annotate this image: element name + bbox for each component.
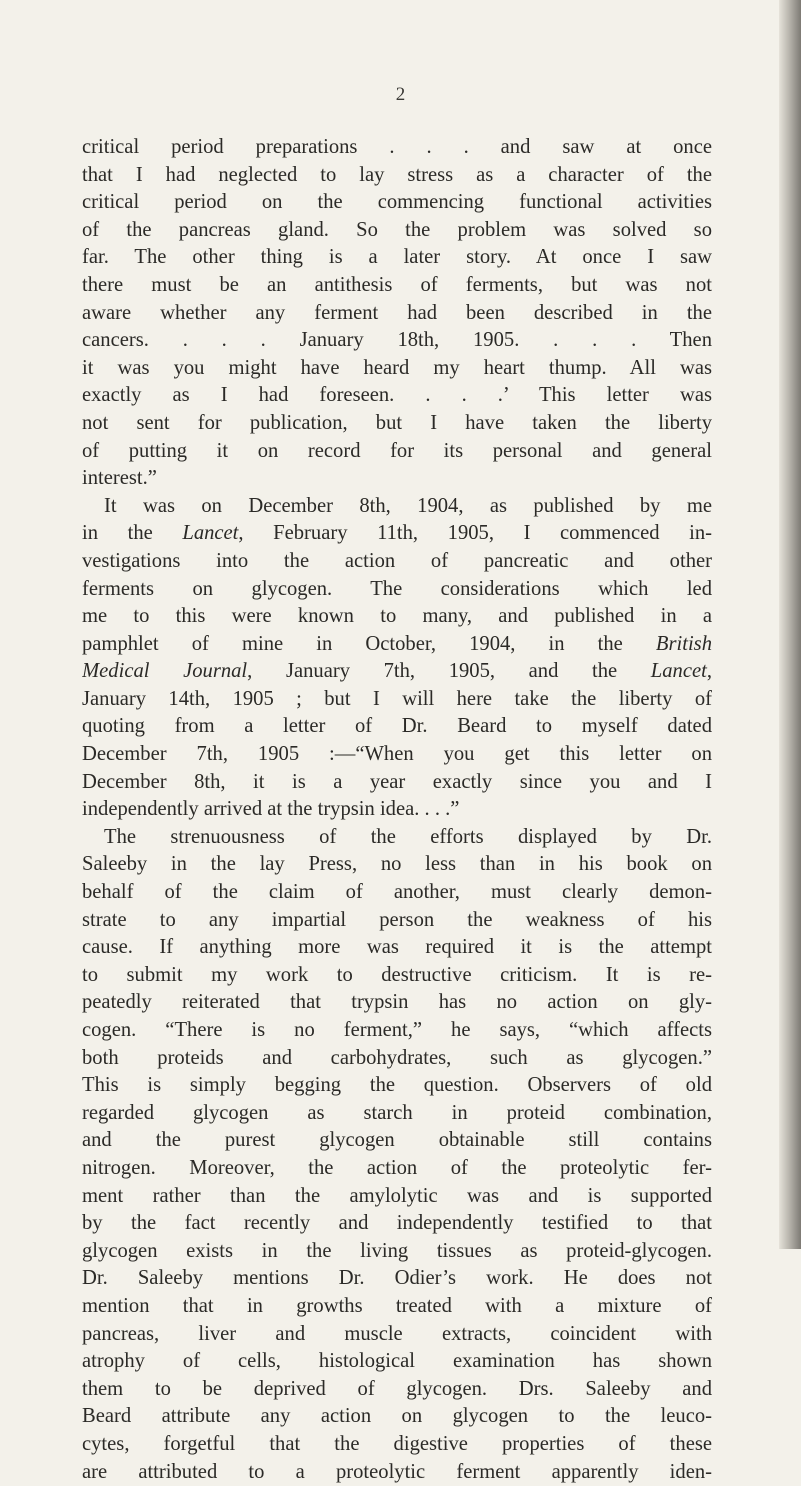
text-line xyxy=(82,741,712,769)
text-line xyxy=(82,189,712,217)
text-line xyxy=(82,713,712,741)
text-line xyxy=(82,962,712,990)
line-text: cancers. . . . January 18th, 1905. . . . Then xyxy=(82,329,712,351)
line-text: me to this were known to many, and published in a xyxy=(82,605,712,627)
line-text: glycogen exists in the living tissues as proteid-glycogen. xyxy=(82,1240,712,1262)
line-text: cogen. “There is no ferment,” he says, “which affects xyxy=(82,1019,712,1041)
text-line xyxy=(82,907,712,935)
text-line xyxy=(82,824,712,852)
line-text: critical period preparations . . . and saw at once xyxy=(82,136,712,158)
text-line xyxy=(82,438,712,466)
line-text: of the pancreas gland. So the problem was solved so xyxy=(82,219,712,241)
italic-text: Lancet xyxy=(182,522,238,544)
line-text: exactly as I had foreseen. . . .’ This letter was xyxy=(82,384,712,406)
line-text: peatedly reiterated that trypsin has no action on gly- xyxy=(82,991,712,1013)
line-text: ferments on glycogen. The considerations which led xyxy=(82,578,712,600)
text-line xyxy=(82,520,712,548)
text-line xyxy=(82,1265,712,1293)
text-line xyxy=(82,162,712,190)
text-line xyxy=(82,134,712,162)
line-text: far. The other thing is a later story. At once I saw xyxy=(82,246,712,268)
line-text: ment rather than the amylolytic was and is supported xyxy=(82,1185,712,1207)
line-text: interest.” xyxy=(82,467,157,489)
text-line xyxy=(82,493,712,521)
text-line xyxy=(82,603,712,631)
line-text: Saleeby in the lay Press, no less than in his book on xyxy=(82,853,712,875)
text-line xyxy=(82,272,712,300)
line-text: there must be an antithesis of ferments, but was not xyxy=(82,274,712,296)
line-text: , January 7th, 1905, and the xyxy=(247,660,651,682)
text-line xyxy=(82,1431,712,1459)
line-text: quoting from a letter of Dr. Beard to myself dated xyxy=(82,715,712,737)
line-text: nitrogen. Moreover, the action of the proteolytic fer- xyxy=(82,1157,712,1179)
text-line xyxy=(82,1348,712,1376)
text-line xyxy=(82,1183,712,1211)
text-line xyxy=(82,1293,712,1321)
italic-text: Medical Journal xyxy=(82,660,247,682)
text-line xyxy=(82,1376,712,1404)
text-line xyxy=(82,1127,712,1155)
text-line xyxy=(82,548,712,576)
line-text: them to be deprived of glycogen. Drs. Saleeby and xyxy=(82,1378,712,1400)
line-text: in the xyxy=(82,522,182,544)
line-text: not sent for publication, but I have taken the liberty xyxy=(82,412,712,434)
line-text: to submit my work to destructive criticism. It is re- xyxy=(82,964,712,986)
line-text: by the fact recently and independently testified to that xyxy=(82,1212,712,1234)
text-line xyxy=(82,1210,712,1238)
text-line xyxy=(82,934,712,962)
text-line xyxy=(82,631,712,659)
text-line xyxy=(82,1238,712,1266)
text-line xyxy=(82,382,712,410)
line-text: December 8th, it is a year exactly since you and I xyxy=(82,771,712,793)
line-text: vestigations into the action of pancreatic and other xyxy=(82,550,712,572)
line-text: aware whether any ferment had been described in the xyxy=(82,302,712,324)
text-line xyxy=(82,1321,712,1349)
text-line xyxy=(82,658,712,686)
line-text: regarded glycogen as starch in proteid combination, xyxy=(82,1102,712,1124)
text-line xyxy=(82,879,712,907)
line-text: Dr. Saleeby mentions Dr. Odier’s work. He does not xyxy=(82,1267,712,1289)
text-line xyxy=(82,1017,712,1045)
line-text: Beard attribute any action on glycogen to the leuco- xyxy=(82,1405,712,1427)
line-text: both proteids and carbohydrates, such as glycogen.” xyxy=(82,1047,712,1069)
line-text: pancreas, liver and muscle extracts, coincident with xyxy=(82,1323,712,1345)
line-text: January 14th, 1905 ; but I will here take the liberty of xyxy=(82,688,712,710)
text-line xyxy=(82,1459,712,1486)
line-text: it was you might have heard my heart thump. All was xyxy=(82,357,712,379)
text-line xyxy=(82,300,712,328)
line-text: cytes, forgetful that the digestive properties of these xyxy=(82,1433,712,1455)
text-line xyxy=(82,1072,712,1100)
line-text: strate to any impartial person the weakness of his xyxy=(82,909,712,931)
text-line xyxy=(82,410,712,438)
italic-text: Lancet xyxy=(651,660,707,682)
text-line xyxy=(82,1100,712,1128)
line-text: , xyxy=(707,660,712,682)
line-text: critical period on the commencing functional activities xyxy=(82,191,712,213)
line-text: that I had neglected to lay stress as a character of the xyxy=(82,164,712,186)
text-line xyxy=(82,989,712,1017)
line-text: , February 11th, 1905, I commenced in- xyxy=(238,522,712,544)
line-text: behalf of the claim of another, must clearly demon- xyxy=(82,881,712,903)
line-text: of putting it on record for its personal and general xyxy=(82,440,712,462)
line-text: independently arrived at the trypsin idea. . . .” xyxy=(82,798,459,820)
page-number: 2 xyxy=(0,84,801,106)
text-line xyxy=(82,327,712,355)
text-line xyxy=(82,576,712,604)
line-text: atrophy of cells, histological examination has shown xyxy=(82,1350,712,1372)
text-line xyxy=(82,686,712,714)
line-text: mention that in growths treated with a mixture of xyxy=(82,1295,712,1317)
text-line xyxy=(82,1403,712,1431)
page-edge xyxy=(779,0,801,1249)
line-text: It was on December 8th, 1904, as published by me xyxy=(104,495,712,517)
line-text: The strenuousness of the efforts displayed by Dr. xyxy=(104,826,712,848)
body-text xyxy=(82,134,712,1486)
text-line xyxy=(82,355,712,383)
text-line xyxy=(82,796,712,824)
line-text: are attributed to a proteolytic ferment apparently iden- xyxy=(82,1461,712,1483)
text-line xyxy=(82,769,712,797)
text-line xyxy=(82,465,712,493)
text-line xyxy=(82,217,712,245)
line-text: December 7th, 1905 :—“When you get this letter on xyxy=(82,743,712,765)
text-line xyxy=(82,851,712,879)
text-line xyxy=(82,1045,712,1073)
text-line xyxy=(82,244,712,272)
line-text: This is simply begging the question. Observers of old xyxy=(82,1074,712,1096)
italic-text: British xyxy=(656,633,712,655)
line-text: pamphlet of mine in October, 1904, in the xyxy=(82,633,656,655)
line-text: and the purest glycogen obtainable still contains xyxy=(82,1129,712,1151)
text-line xyxy=(82,1155,712,1183)
line-text: cause. If anything more was required it is the attempt xyxy=(82,936,712,958)
